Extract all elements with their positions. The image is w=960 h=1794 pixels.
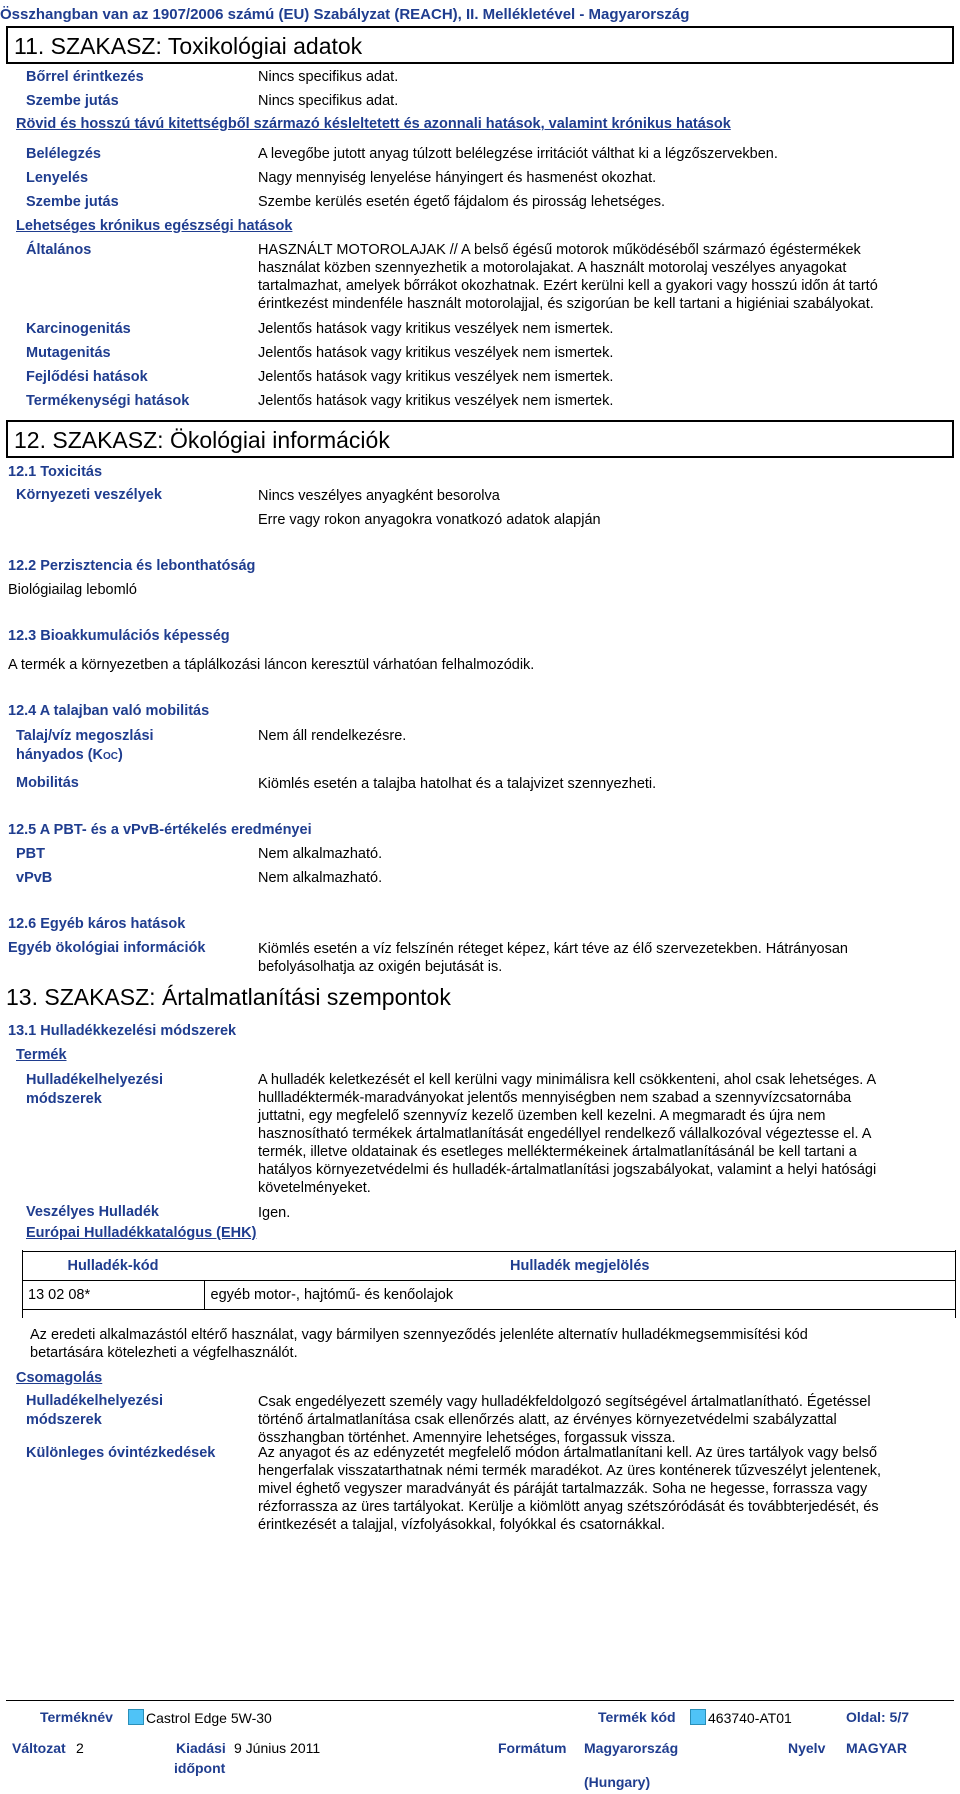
table-left-border [22,1250,23,1318]
pbt-heading: 12.5 A PBT- és a vPvB-értékelés eredményei [8,822,312,838]
table-cell-code: 13 02 08* [22,1281,204,1310]
table-row [22,1281,956,1310]
disposal-line: hullladéktermék-maradványokat jelentős mennyiségben nem szabad a szennyvízcsatornába [258,1090,852,1106]
mobility-value: Kiömlés esetén a talajba hatolhat és a talajvizet szennyezheti. [258,776,657,792]
delayed-effects-heading: Rövid és hosszú távú kitettségből származó késleltetett és azonnali hatások, valamint krónikus hatások [16,116,731,132]
table-header-description: Hulladék megjelölés [510,1258,650,1274]
table-header-code: Hulladék-kód [67,1258,159,1274]
bioaccumulation-value: A termék a környezetben a táplálkozási láncon keresztül várhatóan felhalmozódik. [8,657,535,673]
packaging-heading: Csomagolás [16,1370,103,1386]
pack-disposal-label-2: módszerek [26,1412,102,1428]
special-line: hengerfalak visszatarthatnak némi termék maradékot. Az üres konténerek tűzveszélyt jelentenek, [258,1463,882,1479]
carcinogenicity-label: Karcinogenitás [26,321,131,337]
disposal-line: termék, illetve oldatainak és esetleges melléktermékeinek ártalmatlanításánál be kell tartani a [258,1144,857,1160]
persistence-value: Biológiailag lebomló [8,582,137,598]
field-marker-icon [690,1709,706,1725]
hazardous-waste-label: Veszélyes Hulladék [26,1204,159,1220]
table-right-border [955,1250,956,1318]
ingestion-label: Lenyelés [26,170,89,186]
hazardous-waste-value: Igen. [258,1205,291,1221]
persistence-heading: 12.2 Perzisztencia és lebonthatóság [8,558,256,574]
other-effects-heading: 12.6 Egyéb káros hatások [8,916,186,932]
inhalation-value: A levegőbe jutott anyag túlzott belélegzése irritációt válthat ki a légzőszervekben. [258,146,778,162]
disposal-line: követelményeket. [258,1180,371,1196]
special-line: mivel éghető vegyszer maradványát és páráját tartalmazzák. Soha ne hegesse, forrassza vagy [258,1481,868,1497]
vpvb-value: Nem alkalmazható. [258,870,383,886]
vpvb-label: vPvB [16,870,53,886]
page-number: Oldal: 5/7 [846,1709,910,1725]
general-line: HASZNÁLT MOTOROLAJAK // A belső égésű motorok működéséből származó égéstermékek [258,242,861,258]
section-12-title: 12. SZAKASZ: Ökológiai információk [6,420,954,458]
issue-date-label: Kiadási [176,1740,226,1756]
section-13-title: 13. SZAKASZ: Ártalmatlanítási szempontok [6,984,451,1010]
disposal-methods-label: Hulladékelhelyezési [26,1072,164,1088]
pack-disposal-label: Hulladékelhelyezési [26,1393,164,1409]
carcinogenicity-value: Jelentős hatások vagy kritikus veszélyek nem ismertek. [258,321,614,337]
version-value: 2 [76,1740,84,1756]
general-line: használat közben szennyezhetik a motorolajakat. A használt motorolaj veszélyes anyagokat [258,260,847,276]
pack-line: Csak engedélyezett személy vagy hulladékfeldolgozó segítségével ártalmatlanítható. Égetéssel [258,1394,871,1410]
fertility-label: Termékenységi hatások [26,393,190,409]
eye-exposure-label: Szembe jutás [26,194,119,210]
format-value-2: (Hungary) [584,1774,651,1790]
toxicity-heading: 12.1 Toxicitás [8,464,103,480]
deviation-line: betartására kötelezheti a végfelhasználót. [30,1345,298,1361]
special-line: Az anyagot és az edényzetét megfelelő módon ártalmatlanítani kell. Az üres tartályok vagy belső [258,1445,878,1461]
language-value: MAGYAR [846,1740,907,1756]
inhalation-label: Belélegzés [26,146,101,162]
general-line: érintkezést mindenféle használt motorolajjal, és szigorúan be kell tartani a higiéniai szabályokat. [258,296,874,312]
eye-contact-label: Szembe jutás [26,93,119,109]
pbt-value: Nem alkalmazható. [258,846,383,862]
product-name-value: Castrol Edge 5W-30 [146,1710,272,1726]
koc-value: Nem áll rendelkezésre. [258,728,407,744]
document-header: Összhangban van az 1907/2006 számú (EU) Szabályzat (REACH), II. Mellékletével - Magyarország [0,6,690,23]
waste-methods-heading: 13.1 Hulladékkezelési módszerek [8,1023,237,1039]
special-precautions-label: Különleges óvintézkedések [26,1445,216,1461]
disposal-line: juttatni, egy megfelelő szennyvíz kezelő üzemben kell kezelni. A megmaradt és újra nem [258,1108,826,1124]
general-line: tartalmazhat, amelyek bőrrákot okozhatnak. Ezért kerülni kell a gyakori vagy hosszú időn át tartó [258,278,878,294]
disposal-methods-label-2: módszerek [26,1091,102,1107]
fertility-value: Jelentős hatások vagy kritikus veszélyek nem ismertek. [258,393,614,409]
disposal-line: A hulladék keletkezését el kell kerülni vagy minimálisra kell csökkenteni, ahol csak lehetséges. A [258,1072,877,1088]
field-marker-icon [128,1709,144,1725]
product-name-field [128,1709,272,1726]
bioaccumulation-heading: 12.3 Bioakkumulációs képesség [8,628,230,644]
pack-line: történő ártalmatlanítása csak ellenőrzés alatt, az érvényes környezetvédelmi szabályzattal [258,1412,837,1428]
koc-label-line-2: hányados (KOC) [16,747,123,763]
product-code-value: 463740-AT01 [708,1710,792,1726]
skin-contact-value: Nincs specifikus adat. [258,69,399,85]
ehk-heading: Európai Hulladékkatalógus (EHK) [26,1225,257,1241]
env-hazards-value: Nincs veszélyes anyagként besorolva [258,488,500,504]
disposal-line: hatályos környezetvédelmi és hulladék-ártalmatlanítási jogszabályokat, valamint a helyi hatósági [258,1162,877,1178]
table-header-row [22,1252,956,1281]
env-hazards-basis: Erre vagy rokon anyagokra vonatkozó adatok alapján [258,512,601,528]
env-hazards-label: Környezeti veszélyek [16,487,162,503]
issue-date-value: 9 Június 2011 [234,1740,321,1756]
pbt-label: PBT [16,846,45,862]
mobility-heading: 12.4 A talajban való mobilitás [8,703,210,719]
product-code-label: Termék kód [598,1709,676,1725]
other-eco-line: Kiömlés esetén a víz felszínén réteget képez, kárt téve az élő szervezetekben. Hátrányosan [258,941,848,957]
product-name-label: Terméknév [40,1709,113,1725]
waste-code-table [22,1251,956,1310]
pack-line: összhangban történhet. Amennyire lehetséges, forgassuk vissza. [258,1430,676,1446]
special-line: érintkezését a talajjal, vízfolyásokkal, folyókkal és csatornákkal. [258,1517,665,1533]
issue-date-label-2: időpont [174,1760,226,1776]
other-eco-label: Egyéb ökológiai információk [8,940,206,956]
mutagenicity-label: Mutagenitás [26,345,111,361]
footer-divider [6,1700,954,1701]
product-heading: Termék [16,1047,67,1063]
disposal-line: hasznosítható termékek ártalmatlanítását engedéllyel rendelkező vállalkozóval végeztesse el. A [258,1126,872,1142]
product-code-field [690,1709,792,1726]
developmental-value: Jelentős hatások vagy kritikus veszélyek nem ismertek. [258,369,614,385]
section-11-title: 11. SZAKASZ: Toxikológiai adatok [6,26,954,64]
table-cell-description: egyéb motor-, hajtómű- és kenőolajok [204,1281,956,1310]
mutagenicity-value: Jelentős hatások vagy kritikus veszélyek nem ismertek. [258,345,614,361]
special-line: rézforrassza az üres tartályokat. Kerülje a kiömlött anyag szétszóródását és továbbterjedését, és [258,1499,879,1515]
koc-label-line: Talaj/víz megoszlási [16,728,154,744]
deviation-line: Az eredeti alkalmazástól eltérő használat, vagy bármilyen szennyeződés jelenléte alternatív hulladékmegsemmisítési kód [30,1327,808,1343]
eye-contact-value: Nincs specifikus adat. [258,93,399,109]
version-label: Változat [12,1740,66,1756]
skin-contact-label: Bőrrel érintkezés [26,69,144,85]
format-label: Formátum [498,1740,567,1756]
other-eco-line: befolyásolhatja az oxigén bejutását is. [258,959,503,975]
eye-exposure-value: Szembe kerülés esetén égető fájdalom és pirosság lehetséges. [258,194,666,210]
developmental-label: Fejlődési hatások [26,369,148,385]
general-label: Általános [26,242,92,258]
ingestion-value: Nagy mennyiség lenyelése hányingert és hasmenést okozhat. [258,170,657,186]
mobility-label: Mobilitás [16,775,79,791]
language-label: Nyelv [788,1740,826,1756]
format-value: Magyarország [584,1740,679,1756]
chronic-effects-heading: Lehetséges krónikus egészségi hatások [16,218,293,234]
